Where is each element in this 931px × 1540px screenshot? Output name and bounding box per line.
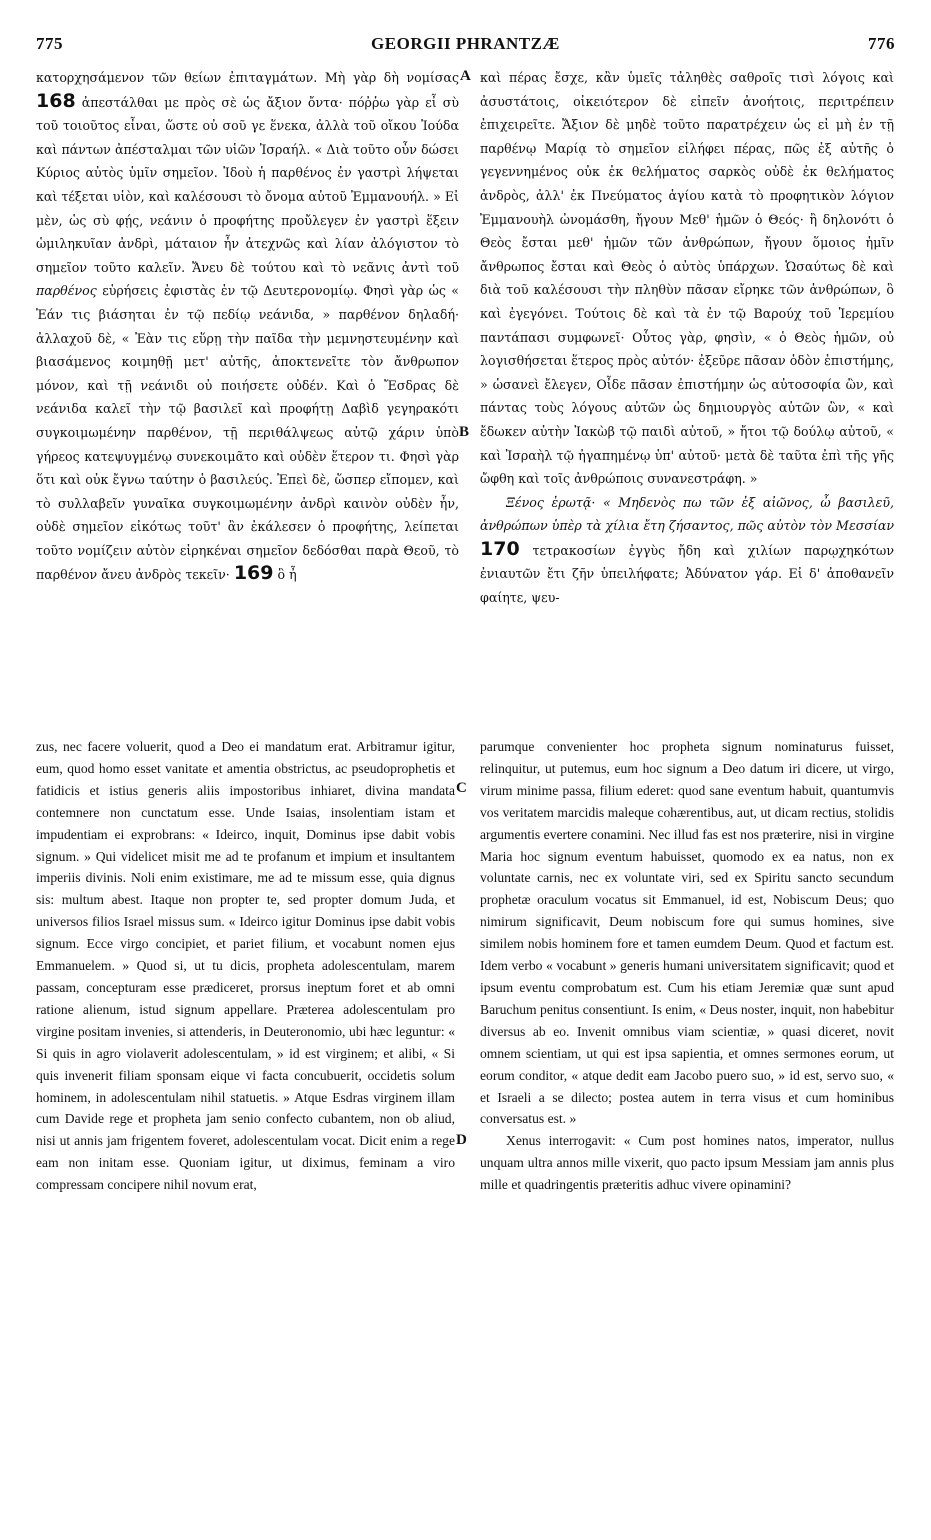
- greek-right-text-3: τετρακοσίων ἐγγὺς ἤδη καὶ χιλίων παρῳχηκότων ἐνιαυτῶν ἔτι ζῆν ὑπειλήφατε; Ἀδύνατον γάρ. Εἰ δ' ἀποθανεῖν φαίητε, ψευ-: [480, 542, 894, 606]
- greek-right-paragraph-2: [480, 491, 894, 610]
- section-number-168: 168: [36, 89, 76, 112]
- margin-letter-b: B: [459, 424, 470, 440]
- margin-letter-a: A: [460, 68, 471, 84]
- latin-right-paragraph-2: Xenus interrogavit: « Cum post homines natos, imperator, nullus unquam ultra annos mille vixerit, quo pacto ipsum Messiam jam annis plus mille et quadringentis præteritis adhuc vivere opinamini?: [480, 1133, 894, 1193]
- greek-left-text-2: ἀπεστάλθαι με πρὸς σὲ ὡς ἄξιον ὄντα· πόῤῥω γὰρ εἶ σὺ τοῦ τοιοῦτος εἶναι, ὥστε οὐ σοῦ γε ἕνεκα, ἀλλὰ τοῦ οἴκου Ἰούδα καὶ πάντων ἀπέσταλμαι τῶν υἱῶν Ἰσραήλ. « Διὰ τοῦτο οὖν δώσει Κύριος αὐτὸς ὑμῖν σημεῖον. Ἰδοὺ ἡ παρθένος ἐν γαστρὶ λήψεται καὶ τέξεται υἱὸν, καὶ καλέσουσι τὸ ὄνομα αὐτοῦ Ἐμμανουήλ. » Εἰ μὲν, ὡς σὺ φῄς, νεάνιν ὁ προφήτης προὔλεγεν ἐν γαστρὶ ἕξειν ὡμιληκυῖαν ἀνδρὶ, μάταιον ἦν ἀτεχνῶς καὶ λίαν ἀλόγιστον τὸ σημεῖον τοῦτο καλεῖν. Ἄνευ δὲ τούτου καὶ τὸ νεᾶνις ἀντὶ τοῦ: [36, 94, 459, 275]
- greek-left-italic-word: παρθένος: [36, 283, 97, 299]
- greek-column-right: [480, 66, 894, 610]
- margin-letter-d: D: [456, 1132, 467, 1148]
- greek-right-text-2: Ξένος ἐρωτᾷ· « Μηδενὸς πω τῶν ἐξ αἰῶνος, ὦ βασιλεῦ, ἀνθρώπων ὑπὲρ τὰ χίλια ἔτη ζήσαντος, πῶς αὐτὸν τὸν Μεσσίαν: [480, 494, 894, 534]
- running-title: GEORGII PHRANTZÆ: [371, 34, 560, 53]
- section-number-169: 169: [233, 562, 274, 585]
- margin-letter-c: C: [456, 780, 467, 796]
- page-number-left: 775: [36, 34, 63, 53]
- latin-column-right: [480, 736, 894, 1196]
- latin-column-left: [36, 736, 455, 1196]
- greek-left-text-1: κατορχησάμενον τῶν θείων ἐπιταγμάτων. Μὴ γὰρ δὴ νομίσας: [36, 70, 459, 85]
- greek-left-text-5: ὃ ἦ: [277, 567, 297, 583]
- greek-right-paragraph-1: [480, 66, 894, 491]
- section-number-170: 170: [480, 537, 520, 560]
- latin-right-paragraph-1: parumque convenienter hoc propheta signum nominaturus fuisset, relinquitur, ut putemus, eum hoc signum a Deo datum iri dicere, ut virgo, virum minime passa, filium ederet: quod sane eventum habuit, quantumvis vos veritatem marcidis maleque cohærentibus, aut, ut dicam rectius, stolidis argumentis evertere conamini. Nec illud fas est nos præterire, nisi in virgine Maria hoc signum eventum habuisset, quomodo ex ea natus, non ex voluntate carnis, nec ex voluntate viri, sed ex Spiritu sancto secundum prophetæ oraculum vocatus sit Emmanuel, id est, Nobiscum Deus; quo nimirum significavit, Deum nobiscum fore qui sumus homines, sive similem nobis hominem fore et tamen eumdem Deum. Quod et factum est. Idem verbo « vocabunt » generis humani universitatem significavit; quod et ipsum eventu comprobatum est. Cum his etiam Jeremiæ quæ sunt apud Baruchum penitus consentiunt. Is enim, « Deus noster, inquit, non habebitur diversus ab eo. Invenit omnibus viam scientiæ, » quasi diceret, novit omnem scientiam, ut qui est ipsa sapientia, et omnes sermones eorum, ut eorum conditor, « atque dedit eam Jacobo puero suo, » id est, servo suo, « et Israeli a se dilecto; postea autem in terra visus et cum hominibus conversatus est. »: [480, 739, 894, 1127]
- greek-left-text-4: εὑρήσεις ἐφιστὰς ἐν τῷ Δευτερονομίῳ. Φησὶ γὰρ ὡς « Ἐάν τις βιάσηται ἐν τῷ πεδίῳ νεάνιδα, » παρθένον δηλαδή· ἀλλαχοῦ δὲ, « Ἐὰν τις εὕρῃ τὴν παῖδα τὴν μεμνηστευμένην καὶ βιασάμενος κοιμηθῇ μετ' αὐτῆς, ἀποκτενεῖτε τὸν ἄνθρωπον μόνον, καὶ τῇ νεάνιδι οὐ ποιήσετε οὐδέν. Καὶ ὁ Ἔσδρας δὲ νεάνιδα καλεῖ τὴν τῷ βασιλεῖ καὶ προφήτῃ Δαβὶδ γεγηρακότι συγκοιμωμένην παρθένον, τῇ περιθάλψεως αὐτῷ χάριν ὑπὸ γήρεος κατεψυγμένῳ συνεκοιμᾶτο καὶ οὐδὲν ἕτερον τι. Φησὶ γὰρ ὅτι καὶ οὐκ ἔγνω ταύτην ὁ βασιλεύς. Ἐπεὶ δὲ, ὥσπερ εἴπομεν, καὶ τὸ συλλαβεῖν γυναῖκα συγκοιμωμένην ἀνδρὶ καινὸν οὐδὲν ἦν, οὐδὲ σημεῖον εἰκότως τοῦτ' ἂν ἐκάλεσεν ὁ προφήτης, λείπεται τοῦτο νομίζειν αὐτὸν εἰρηκέναι σημεῖον δεδόσθαι παρὰ Θεοῦ, τὸ παρθένον ἄνευ ἀνδρὸς τεκεῖν·: [36, 283, 459, 583]
- latin-left-paragraph: zus, nec facere voluerit, quod a Deo ei mandatum erat. Arbitramur igitur, eum, quod homo esset vanitate et amentia obstrictus, ac pseudoprophetis et fatidicis et istius generis aliis impostoribus inhiaret, divina mandata contemnere non cunctatum esse. Unde Isaias, insolentiam istam et impudentiam ei exprobrans: « Ideirco, inquit, Dominus ipse dabit vobis signum. » Qui videlicet misit me ad te profanum et impium et insultantem imperiis divinis. Noli enim existimare, me ad te missum esse, quia dignus sis: multum abest. Itaque non propter te, sed propter domum Juda, et universos filios Israel missus sum. « Ideirco igitur Dominus ipse dabit vobis signum. Ecce virgo concipiet, et pariet filium, et vocabunt nomen ejus Emmanuelem. » Quod si, ut tu dicis, propheta adolescentulam, marem passam, concepturam esse prædiceret, prorsus ineptum foret et ab omni ratione alienum, istud signum appellare. Præterea adolescentulam pro virgine positam invenies, si attenderis, in Deuteronomio, ubi hæc leguntur: « Si quis in agro violaverit adolescentulam, » id est virginem; et alibi, « Si quis invenerit filiam sponsam eique vi facta concubuerit, occidetis solum hominem, in adolescentulam nihil statuetis. » Atque Esdras virginem illam cum Davide rege et propheta jam senio confecto cubantem, non ob aliud, nisi ut annis jam frigentem foveret, adolescentulam vocat. Dicit enim a rege eam non initam esse. Quoniam igitur, ut diximus, feminam a viro compressam concipere nihil novum erat,: [36, 739, 455, 1193]
- page-number-right: 776: [868, 34, 895, 53]
- greek-column-left: [36, 66, 459, 587]
- greek-right-text-1: καὶ πέρας ἔσχε, κἂν ὑμεῖς τἀληθὲς σαθροῖς τισὶ λόγοις καὶ ἀσυστάτοις, οἰκειότερον δὲ εἰπεῖν ἀνοήτοις, περιτρέπειν ἐπιχειρεῖτε. Ἄξιον δὲ μηδὲ τοῦτο παρατρέχειν ὡς εἰ μὴ ἐν τῇ παρθένῳ Μαρίᾳ τὸ σημεῖον εἰλήφει πέρας, πῶς ἐξ αὐτῆς ὁ γεγεννημένος οὐκ ἐκ θελήματος σαρκὸς οὐδὲ ἐκ θελήματος ἀνδρὸς, ἀλλ' ἐκ Πνεύματος ἁγίου κατὰ τὸ προφητικὸν λόγιον Ἐμμανουὴλ ὠνομάσθη, ἤγουν Μεθ' ἡμῶν ὁ Θεός· ἢ δηλονότι ὁ Θεὸς ἔσται μεθ' ἡμῶν τῶν ἀνθρώπων, ἤγουν ὅμοιος ἡμῖν ἄνθρωπος ἔσται καὶ Θεὸς ὁ αὐτὸς ὑπάρχων. Ὡσαύτως δὲ καὶ διὰ τοῦ καλέσουσι τὴν πληθὺν πᾶσαν εἴρηκε τῶν ἀνθρώπων, ὃ καὶ ἐγεγόνει. Τούτοις δὲ καὶ τὰ ἐν τῷ Βαρούχ τοῦ Ἱερεμίου παντάπασι συμφωνεῖ· Οὗτος γὰρ, φησὶν, « ὁ Θεὸς ἡμῶν, οὐ λογισθήσεται ἕτερος πρὸς αὐτόν· ἐξεῦρε πᾶσαν ὁδὸν ἐπιστήμης, » ὡσανεὶ ἔλεγεν, Οἶδε πᾶσαν ἐπιστήμην ὡς αὐτοσοφία ὢν, καὶ πάντας τοὺς λόγους αὐτῶν ὡς δημιουργὸς αὐτῶν ὢν, « καὶ ἔδωκεν αὐτὴν Ἰακὼβ τῷ παιδὶ αὐτοῦ, » ἤτοι τῷ δούλῳ αὐτοῦ, « καὶ Ἰσραὴλ τῷ ἠγαπημένῳ ὑπ' αὐτοῦ· μετὰ δὲ ταῦτα ἐπὶ τῆς γῆς ὤφθη καὶ τοῖς ἀνθρώποις συνανεστράφη. »: [480, 70, 894, 487]
- greek-left-paragraph: [36, 66, 459, 587]
